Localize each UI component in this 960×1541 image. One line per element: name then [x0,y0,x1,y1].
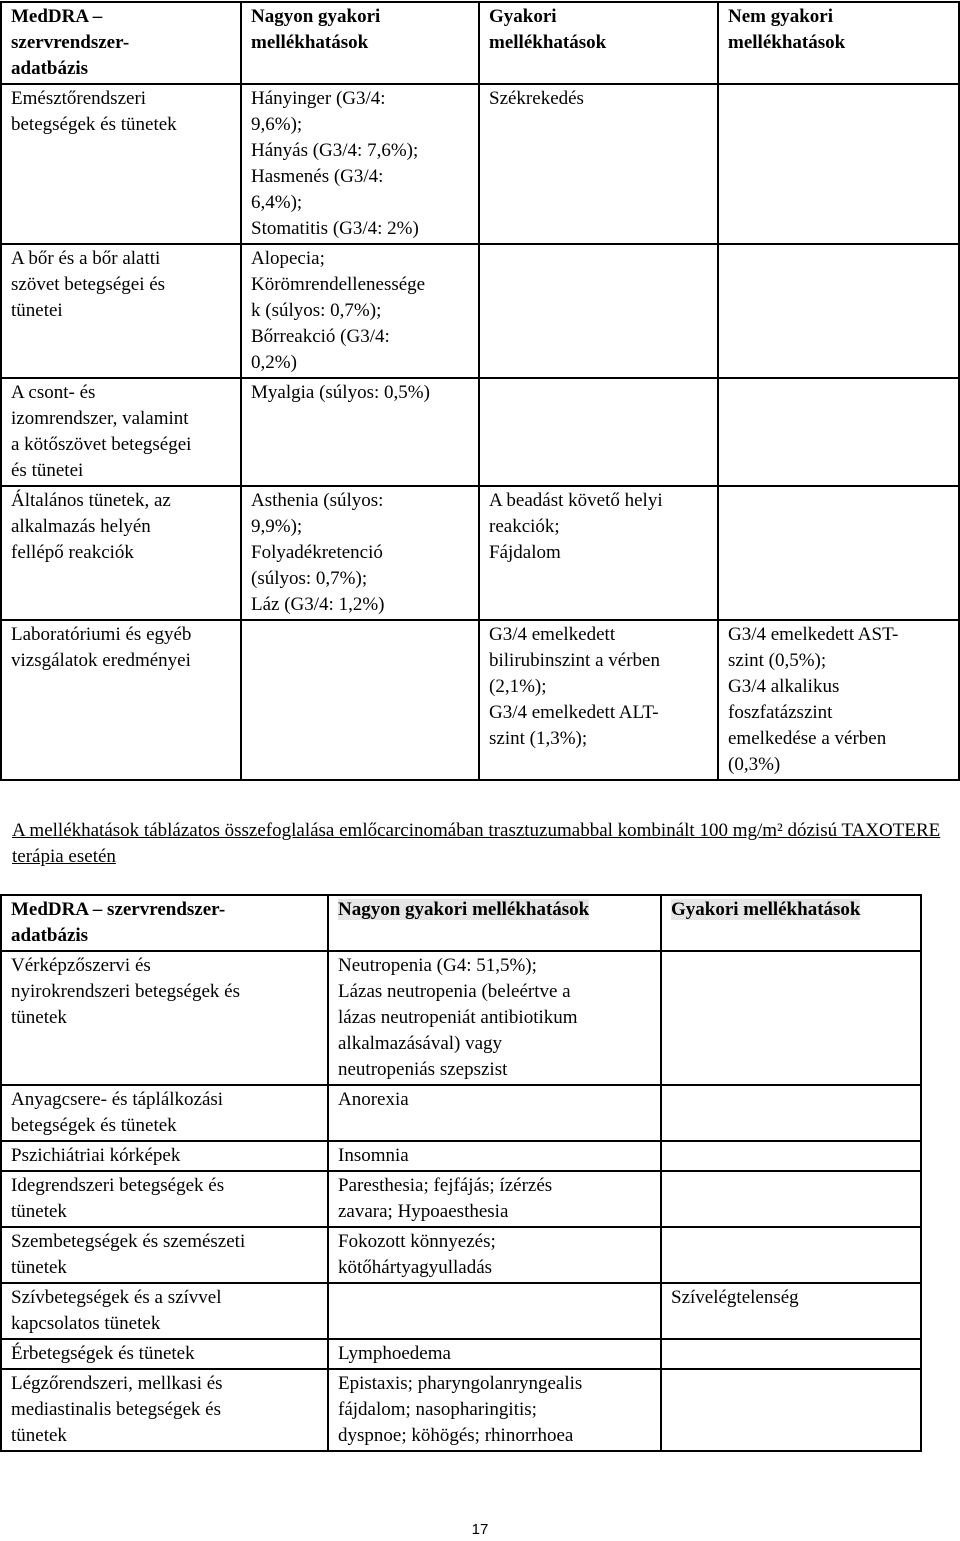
table-header-row [1,2,959,84]
adverse-reactions-table-2 [0,894,922,1452]
header-text: Nagyon gyakori mellékhatások [338,899,590,920]
table-cell: G3/4 emelkedett AST- szint (0,5%); G3/4 alkalikus foszfatázszint emelkedése a vérben (0,3%) [718,620,959,780]
table-cell [479,244,718,378]
table-row [1,486,959,620]
table-row [1,620,959,780]
table-cell: A csont- és izomrendszer, valamint a kötőszövet betegségei és tünetei [1,378,241,486]
table-row [1,1171,921,1227]
header-meddra: MedDRA – szervrendszer- adatbázis [1,2,241,84]
header-very-common: Nagyon gyakori mellékhatások [241,2,479,84]
table-cell: Szívbetegségek és a szívvel kapcsolatos tünetek [1,1283,328,1339]
table-row [1,1141,921,1171]
table-cell: Pszichiátriai kórképek [1,1141,328,1171]
table-cell: Hányinger (G3/4: 9,6%); Hányás (G3/4: 7,6%); Hasmenés (G3/4: 6,4%); Stomatitis (G3/4: 2%) [241,84,479,244]
table-cell: Szembetegségek és szemészeti tünetek [1,1227,328,1283]
table-cell [661,1339,921,1369]
table-cell: Asthenia (súlyos: 9,9%); Folyadékretenció (súlyos: 0,7%); Láz (G3/4: 1,2%) [241,486,479,620]
table-row [1,951,921,1085]
table-row [1,1369,921,1451]
header-text: Gyakori mellékhatások [671,899,861,920]
table-cell: Székrekedés [479,84,718,244]
table-row [1,1339,921,1369]
table-cell: A bőr és a bőr alatti szövet betegségei és tünetei [1,244,241,378]
table-cell: Általános tünetek, az alkalmazás helyén fellépő reakciók [1,486,241,620]
table-cell: Neutropenia (G4: 51,5%); Lázas neutropenia (beleértve a lázas neutropeniát antibiotikum alkalmazásával) vagy neutropeniás szepszist [328,951,661,1085]
header-uncommon: Nem gyakori mellékhatások [718,2,959,84]
header-very-common [328,895,661,951]
table-cell: Vérképzőszervi és nyirokrendszeri betegségek és tünetek [1,951,328,1085]
table-cell [241,620,479,780]
table-cell: Légzőrendszeri, mellkasi és mediastinalis betegségek és tünetek [1,1369,328,1451]
table-cell [718,486,959,620]
table-cell [718,378,959,486]
table-cell [718,84,959,244]
table-cell: Insomnia [328,1141,661,1171]
table-cell: Myalgia (súlyos: 0,5%) [241,378,479,486]
table-row [1,84,959,244]
table-cell [661,1085,921,1141]
table-row [1,1085,921,1141]
table-row [1,1227,921,1283]
table-cell: Idegrendszeri betegségek és tünetek [1,1171,328,1227]
table-cell: Szívelégtelenség [661,1283,921,1339]
table-cell: Anorexia [328,1085,661,1141]
table-cell: Alopecia; Körömrendellenessége k (súlyos: 0,7%); Bőrreakció (G3/4: 0,2%) [241,244,479,378]
table-cell: Laboratóriumi és egyéb vizsgálatok eredményei [1,620,241,780]
table-cell: Fokozott könnyezés; kötőhártyagyulladás [328,1227,661,1283]
table-cell: Emésztőrendszeri betegségek és tünetek [1,84,241,244]
table-cell: G3/4 emelkedett bilirubinszint a vérben (2,1%); G3/4 emelkedett ALT- szint (1,3%); [479,620,718,780]
table-row [1,378,959,486]
table-cell [661,1141,921,1171]
table-cell: Érbetegségek és tünetek [1,1339,328,1369]
table-cell: A beadást követő helyi reakciók; Fájdalom [479,486,718,620]
table-cell: Anyagcsere- és táplálkozási betegségek és tünetek [1,1085,328,1141]
table-row [1,244,959,378]
table-row [1,1283,921,1339]
table-cell: Epistaxis; pharyngolanryngealis fájdalom; nasopharingitis; dyspnoe; köhögés; rhinorrhoea [328,1369,661,1451]
table-cell [661,1171,921,1227]
page-number: 17 [471,1521,489,1538]
table-cell [661,1369,921,1451]
table-cell [718,244,959,378]
table-cell [661,951,921,1085]
table-cell [328,1283,661,1339]
table-cell: Lymphoedema [328,1339,661,1369]
header-meddra: MedDRA – szervrendszer- adatbázis [1,895,328,951]
table-cell [479,378,718,486]
table-header-row [1,895,921,951]
adverse-reactions-table-1 [0,1,960,781]
header-common: Gyakori mellékhatások [479,2,718,84]
table-cell: Paresthesia; fejfájás; ízérzés zavara; Hypoaesthesia [328,1171,661,1227]
table-cell [661,1227,921,1283]
header-common [661,895,921,951]
table-caption: A mellékhatások táblázatos összefoglalása emlőcarcinomában trasztuzumabbal kombinált 100 mg/m² dózisú TAXOTERE terápia esetén [12,820,941,867]
